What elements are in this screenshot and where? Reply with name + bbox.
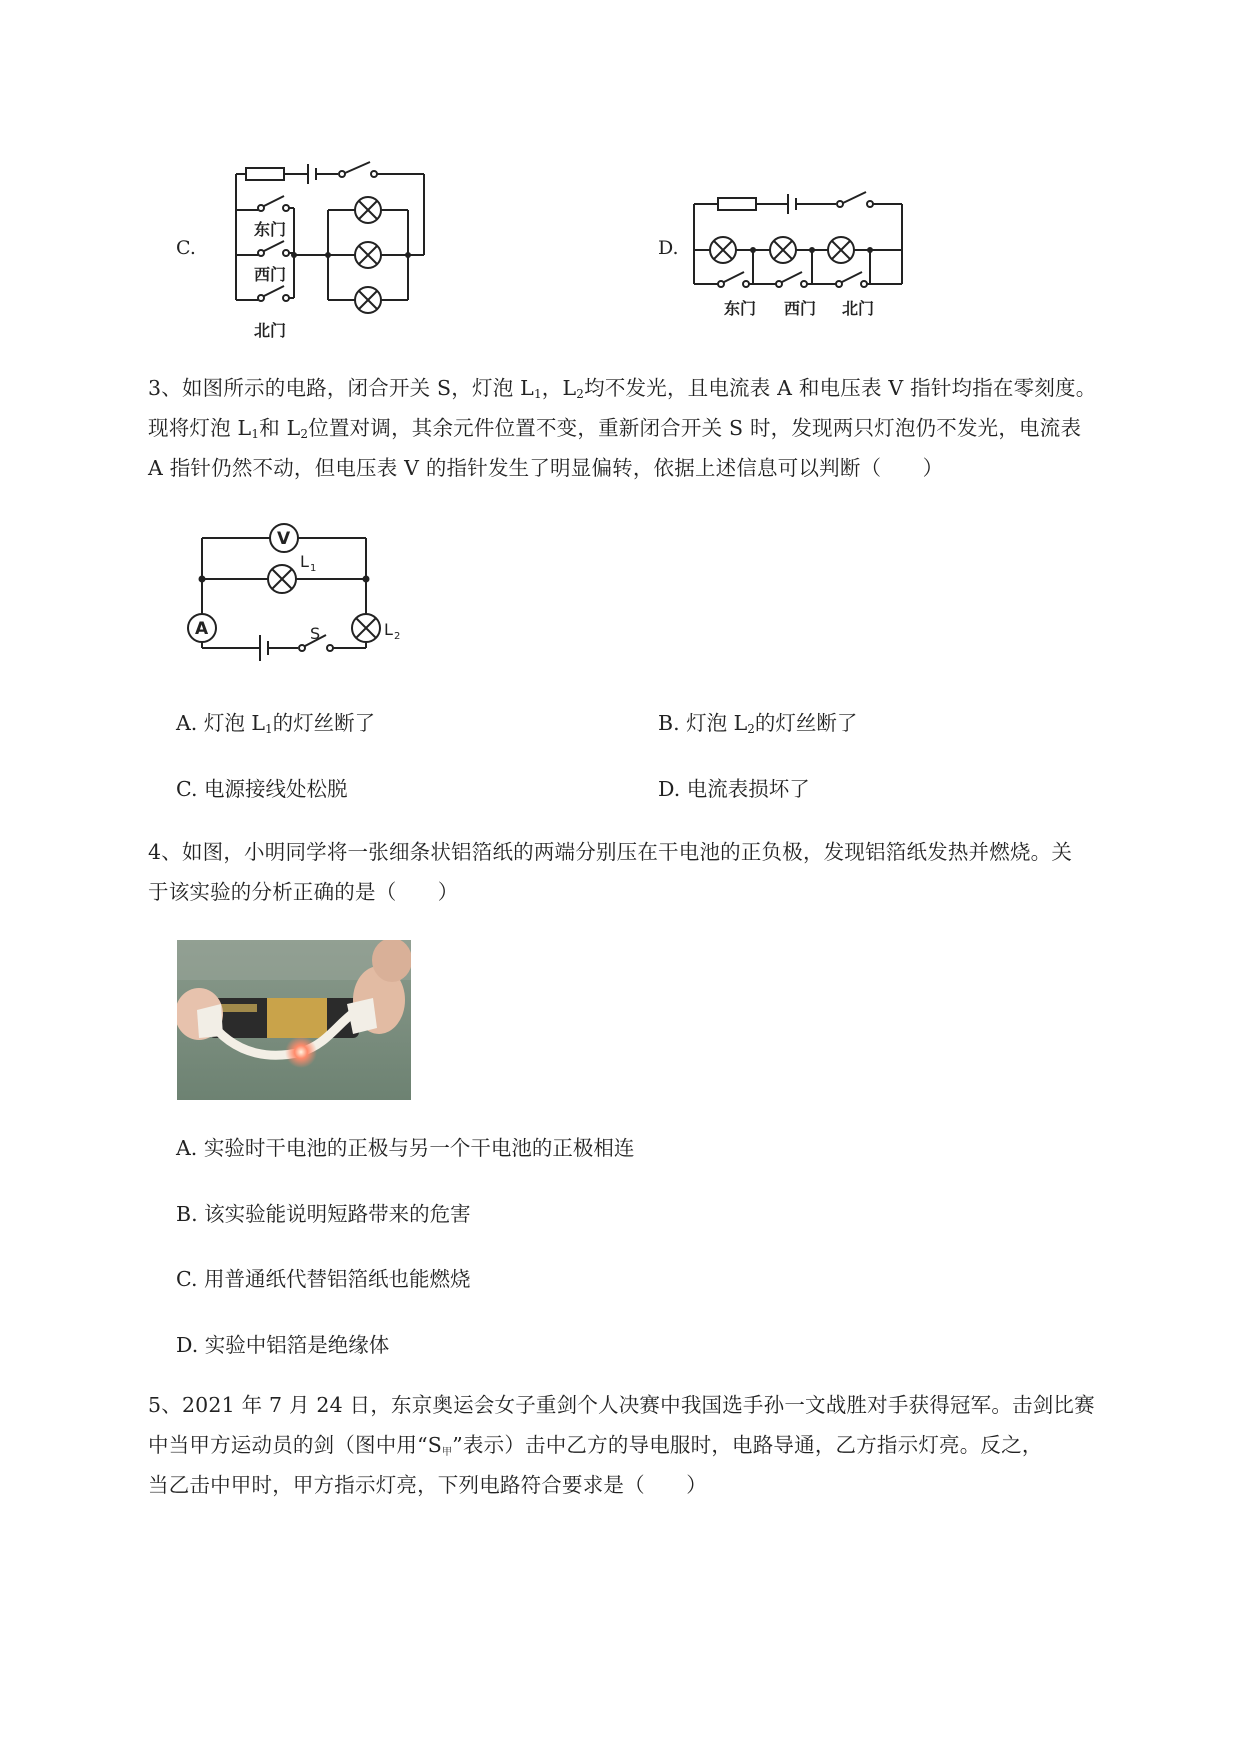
q4-option-b[interactable]: B. 该实验能说明短路带来的危害 [176,1202,471,1226]
q4-line-1: 4、如图，小明同学将一张细条状铝箔纸的两端分别压在干电池的正负极，发现铝箔纸发热并燃烧。关 [148,840,1073,864]
q3-line-2: 现将灯泡 $L_1$和 $L_2$位置对调，其余元件位置不变，重新闭合开关 S 时，发现两只灯泡仍不发光，电流表 [148,416,1082,441]
circuit-diagram-c [228,160,438,345]
lamp1-label: L [300,552,309,571]
gate-label-north: 北门 [254,321,287,340]
q3-line-3: A 指针仍然不动，但电压表 V 的指针发生了明显偏转，依据上述信息可以判断（ ） [148,456,944,480]
lamp2-sub: 2 [394,631,401,642]
q4-line-2: 于该实验的分析正确的是（ ） [148,880,459,904]
gate-label-north: 北门 [842,299,875,318]
q4-option-c[interactable]: C. 用普通纸代替铝箔纸也能燃烧 [176,1267,471,1291]
circuit-diagram-q3 [180,515,420,675]
lamp1-sub: 1 [310,563,317,574]
battery-foil-photo [177,940,411,1100]
q4-option-a[interactable]: A. 实验时干电池的正极与另一个干电池的正极相连 [176,1136,635,1160]
q3-option-d[interactable]: D. 电流表损坏了 [658,777,810,801]
gate-label-west: 西门 [254,265,287,284]
q5-line-1: 5、2021 年 7 月 24 日，东京奥运会女子重剑个人决赛中我国选手孙一文战胜对手获得冠军。击剑比赛 [148,1393,1095,1417]
option-c-label: C. [176,237,196,259]
circuit-diagram-d [688,184,910,324]
lamp2-label: L [384,620,393,639]
gate-label-east: 东门 [254,220,287,239]
q5-line-2: 中当甲方运动员的剑（图中用“$S_甲$”表示）击中乙方的导电服时，电路导通，乙方指示灯亮。反之， [148,1433,1043,1458]
q4-option-d[interactable]: D. 实验中铝箔是绝缘体 [176,1333,390,1357]
q3-option-a[interactable]: A. 灯泡 $L_1$的灯丝断了 [176,711,376,736]
q3-option-b[interactable]: B. 灯泡 $L_2$的灯丝断了 [658,711,858,736]
q3-option-c[interactable]: C. 电源接线处松脱 [176,777,348,801]
ammeter-label: A [195,619,209,639]
switch-label: S [310,624,321,643]
q3-line-1: 3、如图所示的电路，闭合开关 S，灯泡 $L_1$，$L_2$均不发光，且电流表 A 和电压表 V 指针均指在零刻度。 [148,376,1097,401]
q5-line-3: 当乙击中甲时，甲方指示灯亮，下列电路符合要求是（ ） [148,1473,707,1497]
gate-label-east: 东门 [724,299,757,318]
voltmeter-label: V [277,529,291,549]
gate-label-west: 西门 [784,299,817,318]
option-d-label: D. [658,237,679,259]
